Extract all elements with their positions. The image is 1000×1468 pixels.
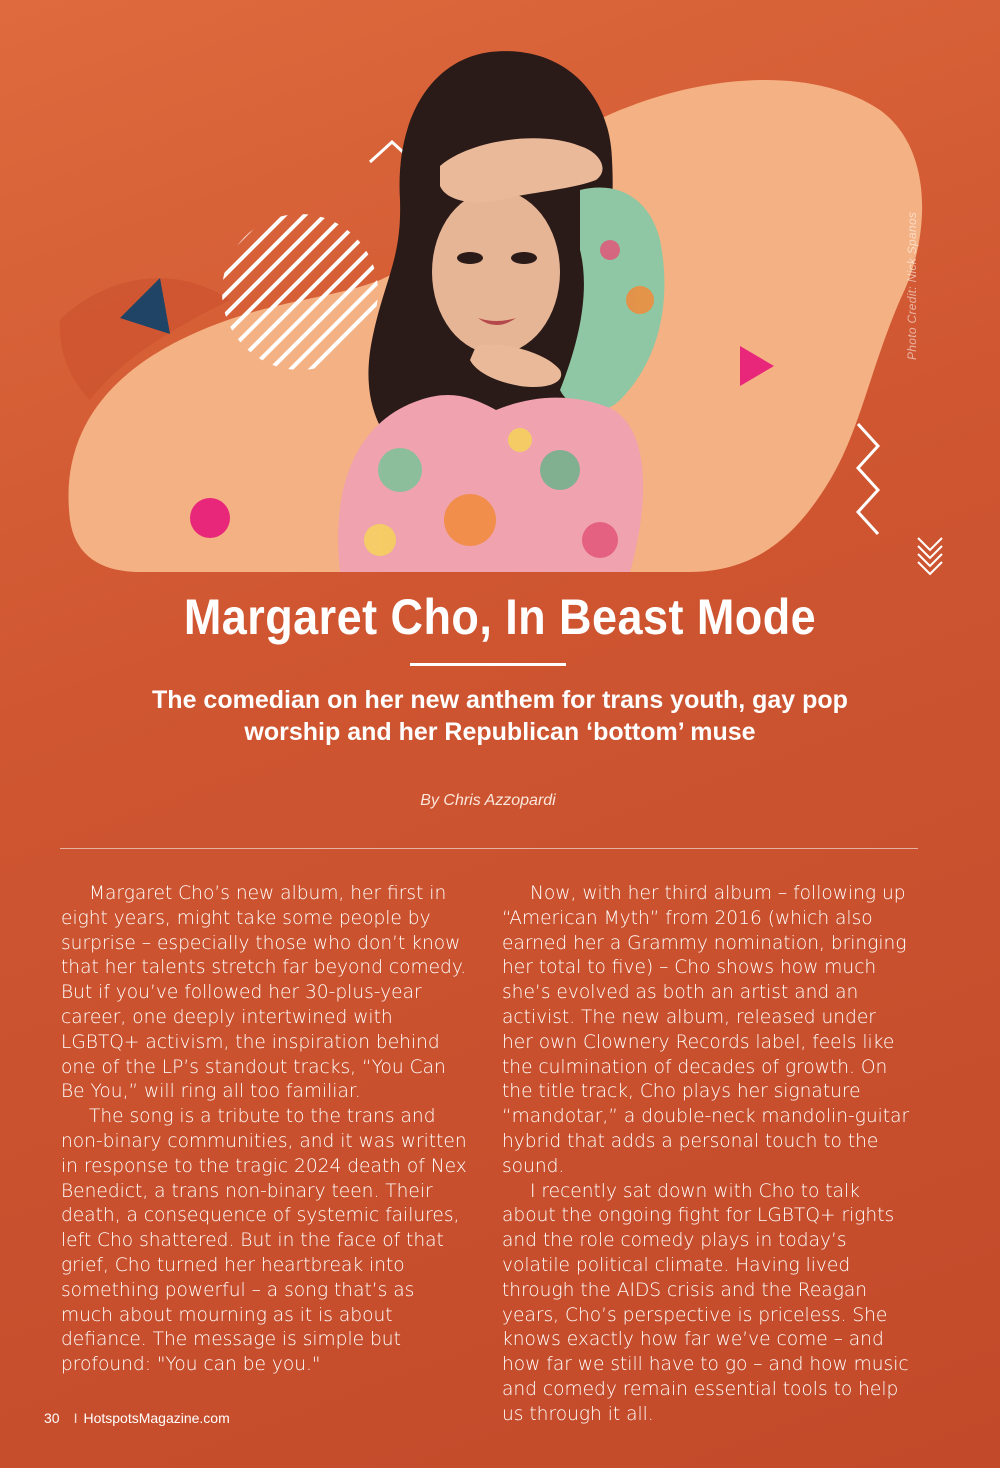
paragraph: Margaret Cho’s new album, her first in eight years, might take some people by surprise – especially those who don’t know that her talents stretch far beyond comedy. But if you’ve followed her 30-plus-year career, one deeply intertwined with LGBTQ+ activism, the inspiration behind one of the LP’s standout tracks, “You Can Be You,” will ring all too familiar. [61, 883, 467, 1103]
article-subtitle: The comedian on her new anthem for trans youth, gay pop worship and her Republican ‘bottom’ muse [152, 686, 848, 746]
article-title: Margaret Cho, In Beast Mode [183, 589, 817, 645]
photo-credit: Photo Credit: Nick Spanos [905, 211, 919, 360]
paragraph: I recently sat down with Cho to talk about the ongoing fight for LGBTQ+ rights and the role comedy plays in today’s volatile political climate. Having lived through the AIDS crisis and the Reagan years, Cho’s perspective is priceless. She knows exactly how far we’ve come – and how far we still have to go – and how music and comedy remain essential tools to help us through it all. [502, 1180, 909, 1425]
section-divider [60, 848, 918, 849]
face [432, 190, 560, 354]
stacked-chevrons [918, 538, 942, 574]
zigzag-shape [858, 424, 878, 534]
footer-site-link[interactable]: HotspotsMagazine.com [83, 1410, 230, 1426]
title-divider [410, 663, 566, 666]
paragraph: Now, with her third album – following up “American Myth” from 2016 (which also earned her a Grammy nomination, bringing her total to five) – Cho shows how much she’s evolved as both an artist and an activist. The new album, released under her own Clownery Records label, feels like the culmination of decades of growth. On the title track, Cho plays her signature “mandotar,” a double-neck mandolin-guitar hybrid that adds a personal touch to the sound. [502, 883, 910, 1177]
text-column-right [502, 882, 912, 1428]
hero-illustration [0, 0, 1000, 580]
right-eye [511, 252, 537, 264]
pink-circle [190, 498, 230, 538]
hero-artwork [0, 0, 1000, 580]
footer-separator: I [73, 1410, 78, 1426]
left-eye [457, 252, 483, 264]
page-footer [44, 1410, 230, 1426]
text-column-left [61, 882, 471, 1378]
page-number: 30 [44, 1410, 60, 1426]
byline: By Chris Azzopardi [420, 792, 556, 809]
paragraph: The song is a tribute to the trans and non-binary communities, and it was written in response to the tragic 2024 death of Nex Benedict, a trans non-binary teen. Their death, a consequence of systemic failures, left Cho shattered. But in the face of that grief, Cho turned her heartbreak into something powerful – a song that’s as much about mourning as it is about defiance. The message is simple but profound: "You can be you." [61, 1106, 467, 1376]
